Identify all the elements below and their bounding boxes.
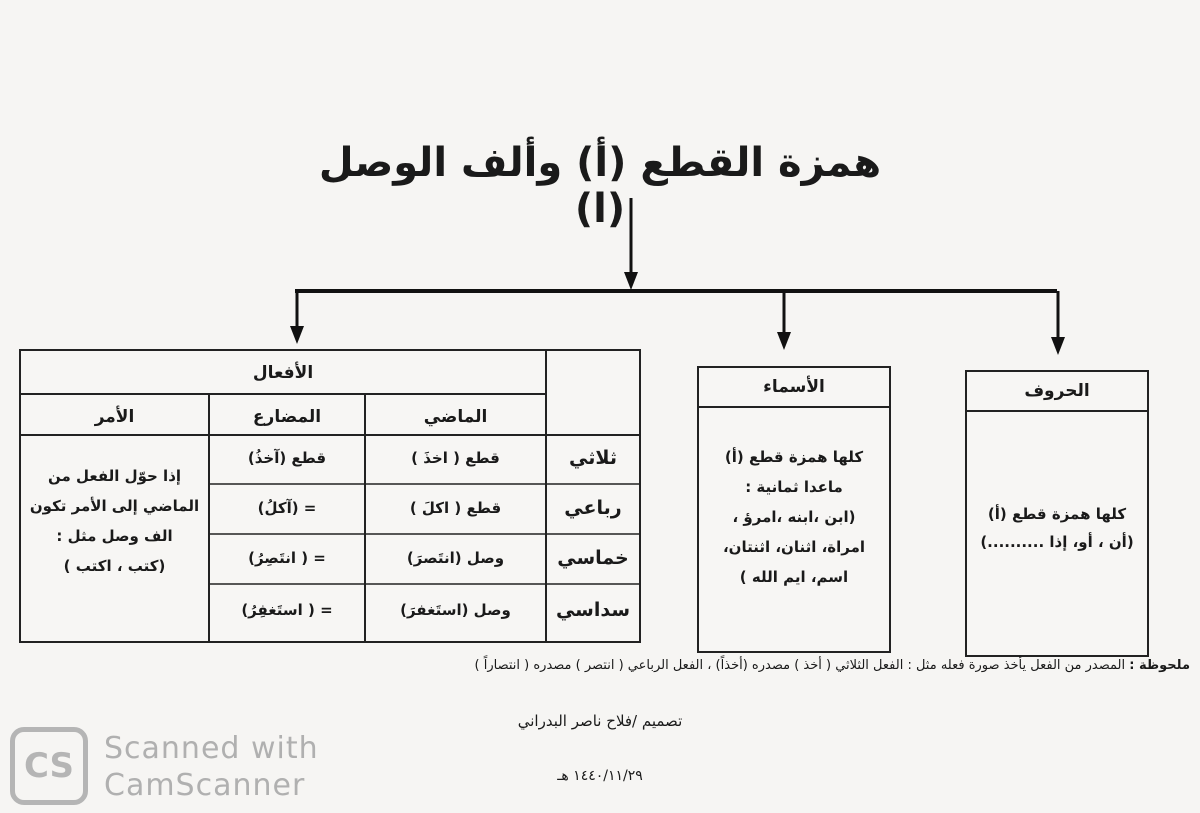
row-label-sudasi: سداسي (555, 599, 631, 621)
amr-line-3: الف وصل مثل : (56, 527, 173, 545)
cell-madi-sudasi: وصل (استَغفرَ) (400, 601, 511, 619)
asmaa-box (697, 366, 891, 653)
camscanner-logo-text: CS (23, 746, 75, 786)
note-line (200, 658, 1190, 673)
designer-credit: تصميم /فلاح ناصر البدراني (517, 712, 683, 730)
asmaa-header: الأسماء (699, 368, 889, 408)
amr-line-4: (كتب ، اكتب ) (63, 557, 166, 575)
cell-mudari-sudasi: = ( استَغفِرُ) (241, 601, 333, 619)
camscanner-line-1: Scanned with (104, 731, 319, 766)
cell-madi-khumasi: وصل (انتَصرَ) (406, 549, 505, 567)
row-label-rubai: رباعي (564, 497, 622, 519)
amr-line-1: إذا حوّل الفعل من (47, 467, 182, 485)
huruf-box (965, 370, 1149, 657)
cell-madi-rubai: قطع ( اكلَ ) (409, 499, 502, 517)
asmaa-line-5: اسم، ايم الله ) (739, 568, 849, 586)
row-label-khumasi: خماسي (557, 547, 629, 569)
cell-mudari-rubai: = (آكلُ) (257, 499, 317, 517)
amr-text (20, 461, 209, 581)
huruf-line-1: كلها همزة قطع (أ) (987, 505, 1127, 523)
date-hijri: ١٤٤٠/١١/٢٩ هـ (557, 768, 643, 784)
cell-madi-thulathi: قطع ( اخذَ ) (411, 449, 500, 467)
afal-table (19, 349, 641, 643)
amr-line-2: الماضي إلى الأمر تكون (29, 497, 200, 515)
camscanner-line-2: CamScanner (104, 768, 306, 803)
col-madi-header: الماضي (423, 407, 488, 427)
note-label: ملحوظة : (1129, 658, 1190, 673)
huruf-line-2: (أن ، أو، إذا ..........) (980, 533, 1134, 551)
asmaa-line-1: كلها همزة قطع (أ) (724, 448, 864, 466)
col-amr-header: الأمر (94, 407, 135, 427)
asmaa-line-4: امراة، اثنان، اثنتان، (722, 538, 866, 556)
camscanner-logo (10, 727, 88, 805)
note-text: المصدر من الفعل يأخذ صورة فعله مثل : الفعل الثلاثي ( أخذ ) مصدره (أخذاً) ، الفعل الرباعي ( انتصر ) مصدره ( انتصاراً ) (474, 658, 1126, 673)
asmaa-line-3: (ابن ،ابنه ،امرؤ ، (732, 508, 856, 526)
asmaa-line-2: ماعدا ثمانية : (745, 478, 843, 496)
cell-mudari-khumasi: = ( انتَصِرُ) (248, 549, 326, 567)
col-mudari-header: المضارع (252, 407, 322, 427)
afal-header: الأفعال (252, 363, 314, 383)
huruf-header: الحروف (967, 372, 1147, 412)
page-title: همزة القطع (أ) وألف الوصل (ا) (318, 140, 882, 232)
cell-mudari-thulathi: قطع (آخذُ) (247, 449, 327, 467)
row-label-thulathi: ثلاثي (569, 447, 617, 469)
